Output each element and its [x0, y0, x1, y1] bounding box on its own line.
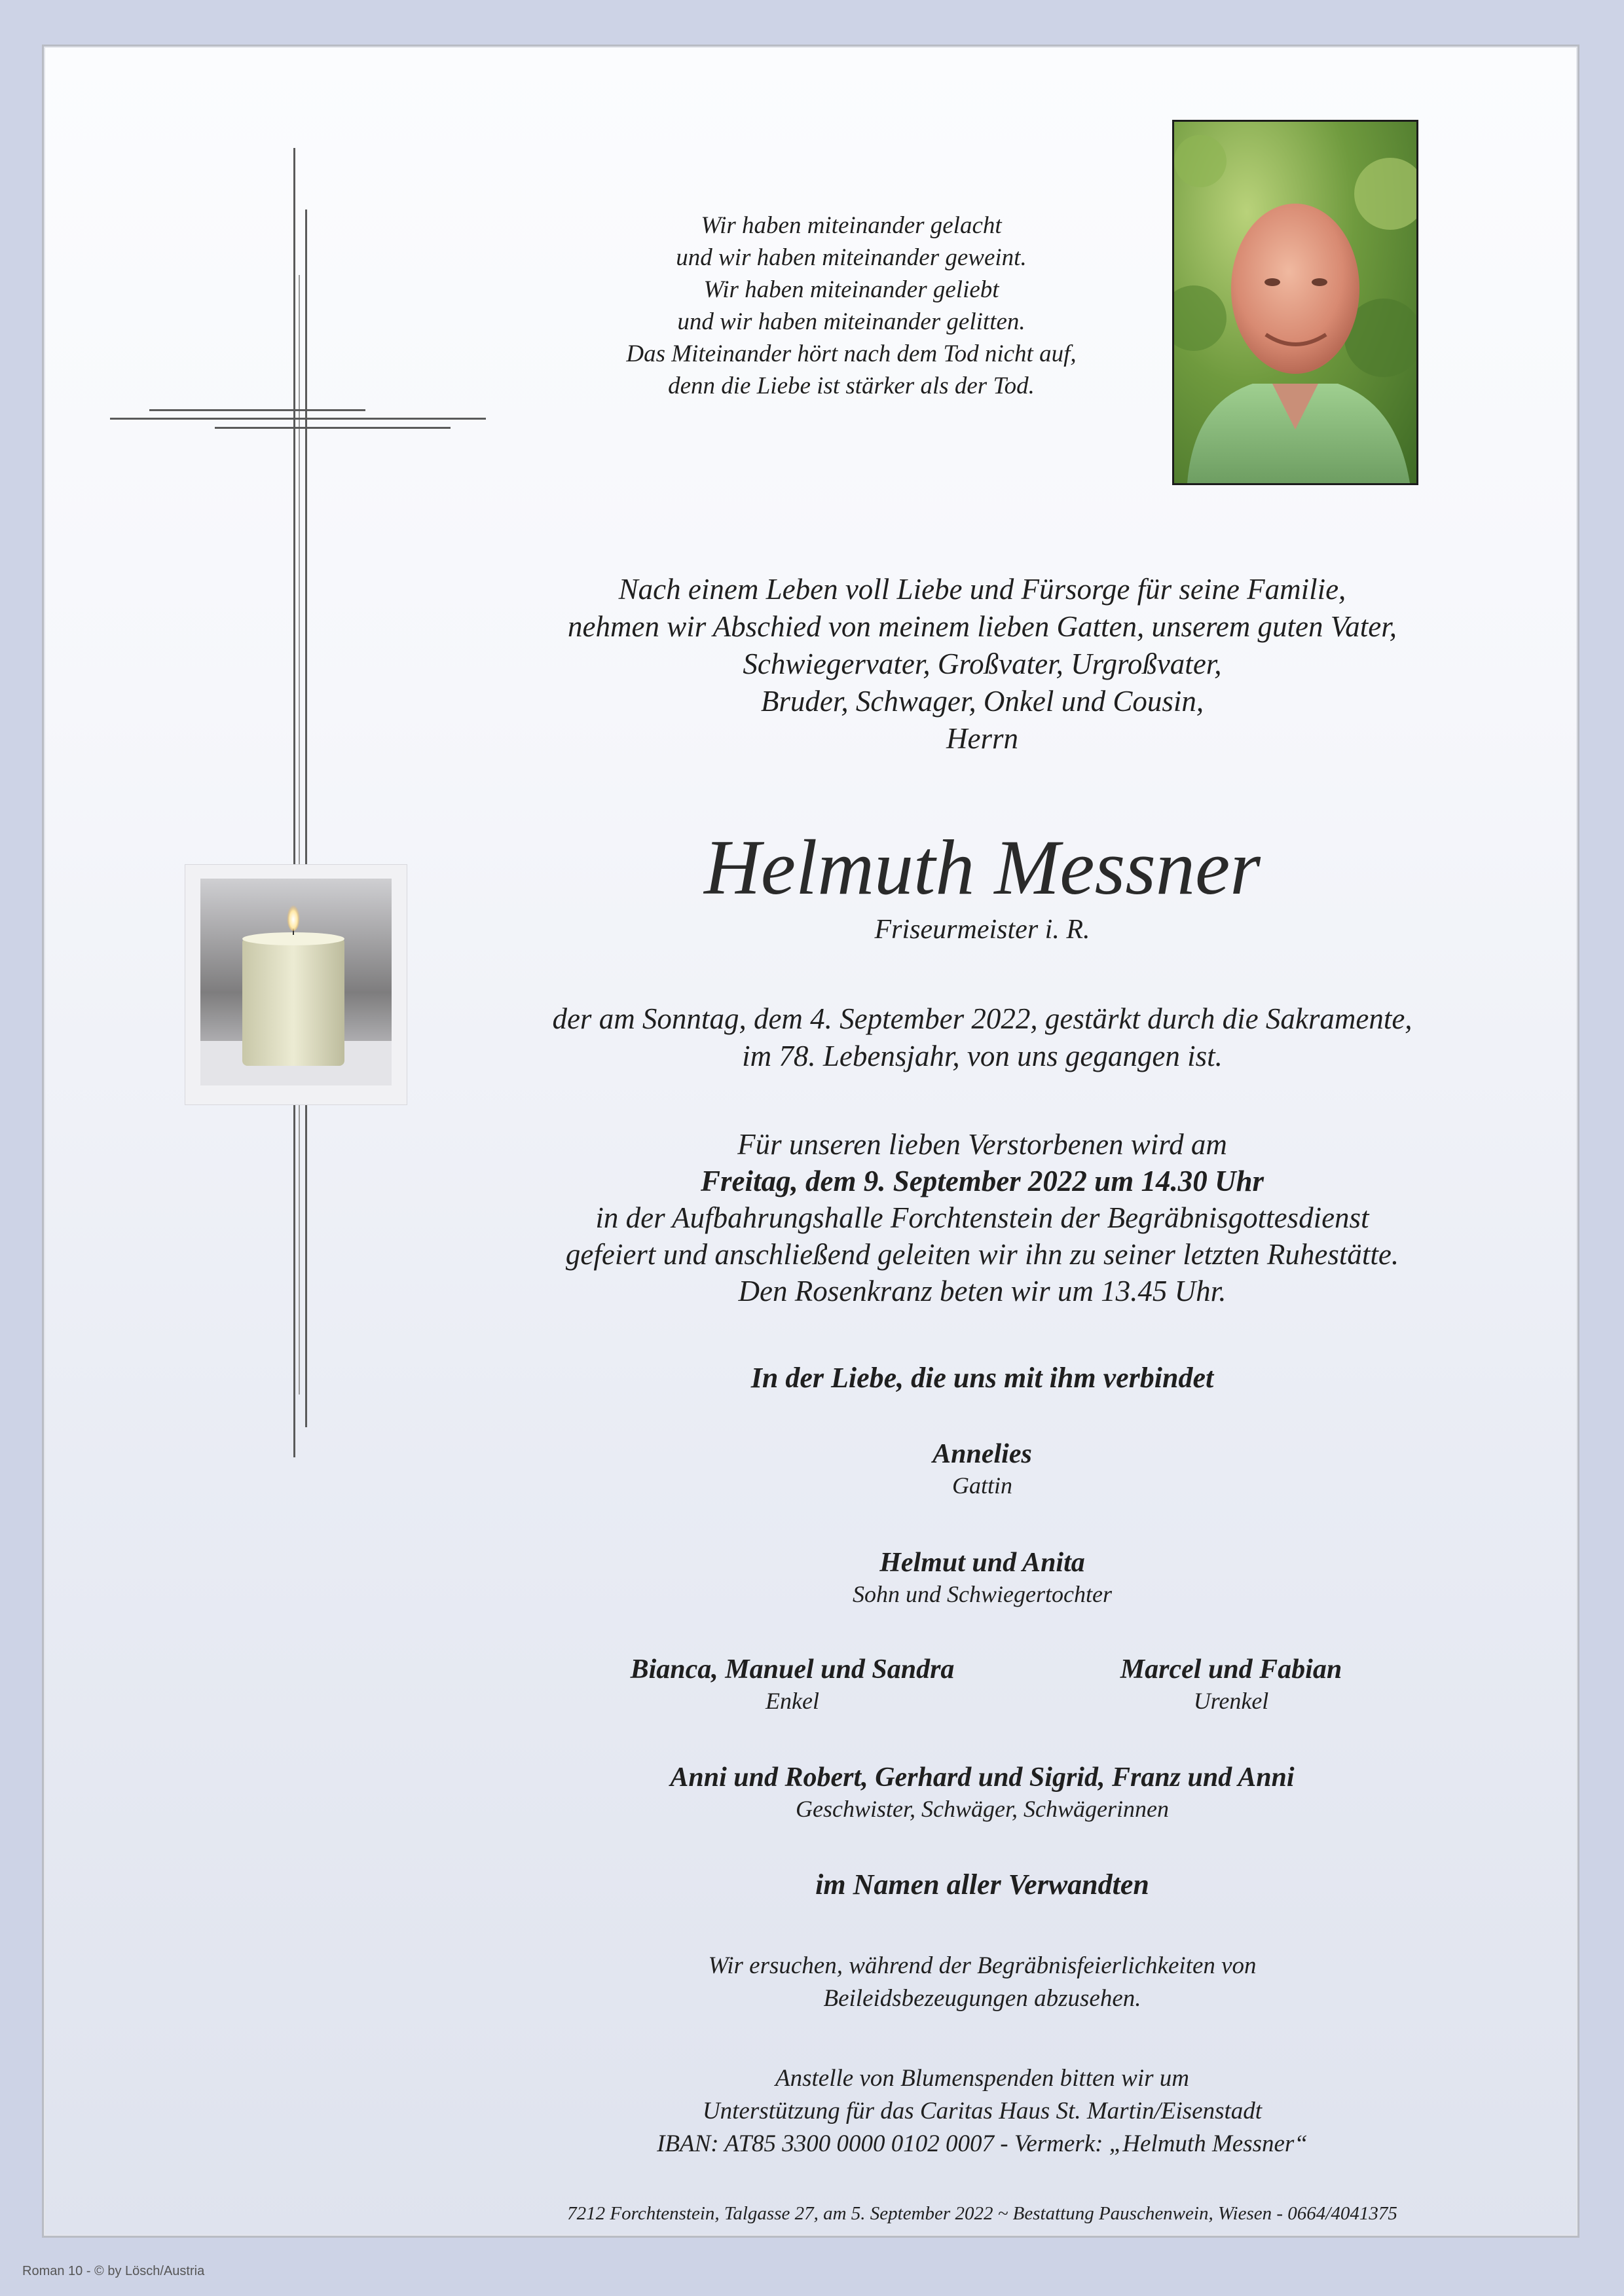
donation-line: Anstelle von Blumenspenden bitten wir um	[775, 2065, 1189, 2092]
candle-image	[185, 864, 407, 1105]
condolence-request	[458, 1950, 1506, 2015]
mourner-relation: Geschwister, Schwäger, Schwägerinnen	[796, 1796, 1169, 1822]
footer-address: 7212 Forchtenstein, Talgasse 27, am 5. September 2022 ~ Bestattung Pauschenwein, Wiesen - 0664/4041375	[567, 2203, 1397, 2224]
poem-line: und wir haben miteinander geweint.	[676, 244, 1027, 271]
poem-line: Das Miteinander hört nach dem Tod nicht auf,	[626, 340, 1077, 367]
portrait-illustration	[1174, 122, 1416, 483]
mourner-relation: Gattin	[951, 1472, 1012, 1499]
mourner-names: Marcel und Fabian	[1120, 1654, 1342, 1685]
donation-line: IBAN: AT85 3300 0000 0102 0007 - Vermerk: „Helmuth Messner“	[657, 2130, 1308, 2157]
cross-vertical-line	[305, 210, 307, 1427]
poem-line: Wir haben miteinander geliebt	[703, 276, 999, 303]
funeral-line: gefeiert und anschließend geleiten wir ihn zu seiner letzten Ruhestätte.	[565, 1238, 1399, 1271]
death-notice	[458, 1000, 1506, 1075]
death-notice-line: der am Sonntag, dem 4. September 2022, gestärkt durch die Sakramente,	[552, 1002, 1412, 1035]
request-line: Wir ersuchen, während der Begräbnisfeierlichkeiten von	[708, 1952, 1257, 1979]
mourner-relation: Urenkel	[1193, 1688, 1269, 1714]
donation-notice	[458, 2062, 1506, 2160]
copyright-note: Roman 10 - © by Lösch/Austria	[22, 2264, 205, 2278]
mourner-group	[458, 1438, 1506, 1501]
mourner-relation: Sohn und Schwiegertochter	[853, 1581, 1112, 1607]
poem-line: denn die Liebe ist stärker als der Tod.	[668, 373, 1035, 399]
intro-line: nehmen wir Abschied von meinem lieben Gatten, unserem guten Vater,	[568, 610, 1397, 643]
funeral-details	[458, 1126, 1506, 1309]
mourner-group	[1048, 1653, 1414, 1716]
mourner-names: Annelies	[932, 1439, 1032, 1469]
poem	[524, 210, 1179, 402]
intro-line: Nach einem Leben voll Liebe und Fürsorge für seine Familie,	[618, 573, 1346, 606]
funeral-line: Für unseren lieben Verstorbenen wird am	[737, 1128, 1227, 1161]
mourner-group	[563, 1653, 1022, 1716]
love-line: In der Liebe, die uns mit ihm verbindet	[750, 1362, 1214, 1394]
poem-line: Wir haben miteinander gelacht	[701, 212, 1002, 239]
mourner-group	[458, 1546, 1506, 1609]
intro-line: Bruder, Schwager, Onkel und Cousin,	[760, 685, 1204, 718]
mourner-names: Bianca, Manuel und Sandra	[630, 1654, 955, 1685]
funeral-line: Den Rosenkranz beten wir um 13.45 Uhr.	[738, 1275, 1227, 1307]
mourner-relation: Enkel	[766, 1688, 819, 1714]
relatives-line: im Namen aller Verwandten	[815, 1868, 1149, 1901]
cross-vertical-line	[293, 148, 295, 1457]
deceased-profession: Friseurmeister i. R.	[874, 915, 1090, 945]
intro-text	[458, 571, 1506, 757]
donation-line: Unterstützung für das Caritas Haus St. Martin/Eisenstadt	[702, 2098, 1263, 2124]
cross-horizontal-line	[215, 427, 451, 429]
request-line: Beileidsbezeugungen abzusehen.	[823, 1985, 1141, 2012]
mourner-names: Anni und Robert, Gerhard und Sigrid, Franz und Anni	[670, 1762, 1295, 1793]
portrait-photo	[1172, 120, 1418, 485]
poem-line: und wir haben miteinander gelitten.	[677, 308, 1025, 335]
mourner-group	[458, 1761, 1506, 1824]
cross-horizontal-line	[110, 418, 486, 420]
funeral-line: in der Aufbahrungshalle Forchtenstein der Begräbnisgottesdienst	[595, 1201, 1369, 1234]
cross-horizontal-line	[149, 409, 365, 411]
death-notice-line: im 78. Lebensjahr, von uns gegangen ist.	[742, 1040, 1223, 1072]
deceased-name: Helmuth Messner	[704, 824, 1261, 911]
funeral-date: Freitag, dem 9. September 2022 um 14.30 Uhr	[700, 1165, 1264, 1197]
mourner-names: Helmut und Anita	[879, 1548, 1085, 1578]
cross-vertical-line	[299, 275, 300, 1394]
intro-line: Herrn	[946, 722, 1018, 755]
intro-line: Schwiegervater, Großvater, Urgroßvater,	[743, 647, 1222, 680]
